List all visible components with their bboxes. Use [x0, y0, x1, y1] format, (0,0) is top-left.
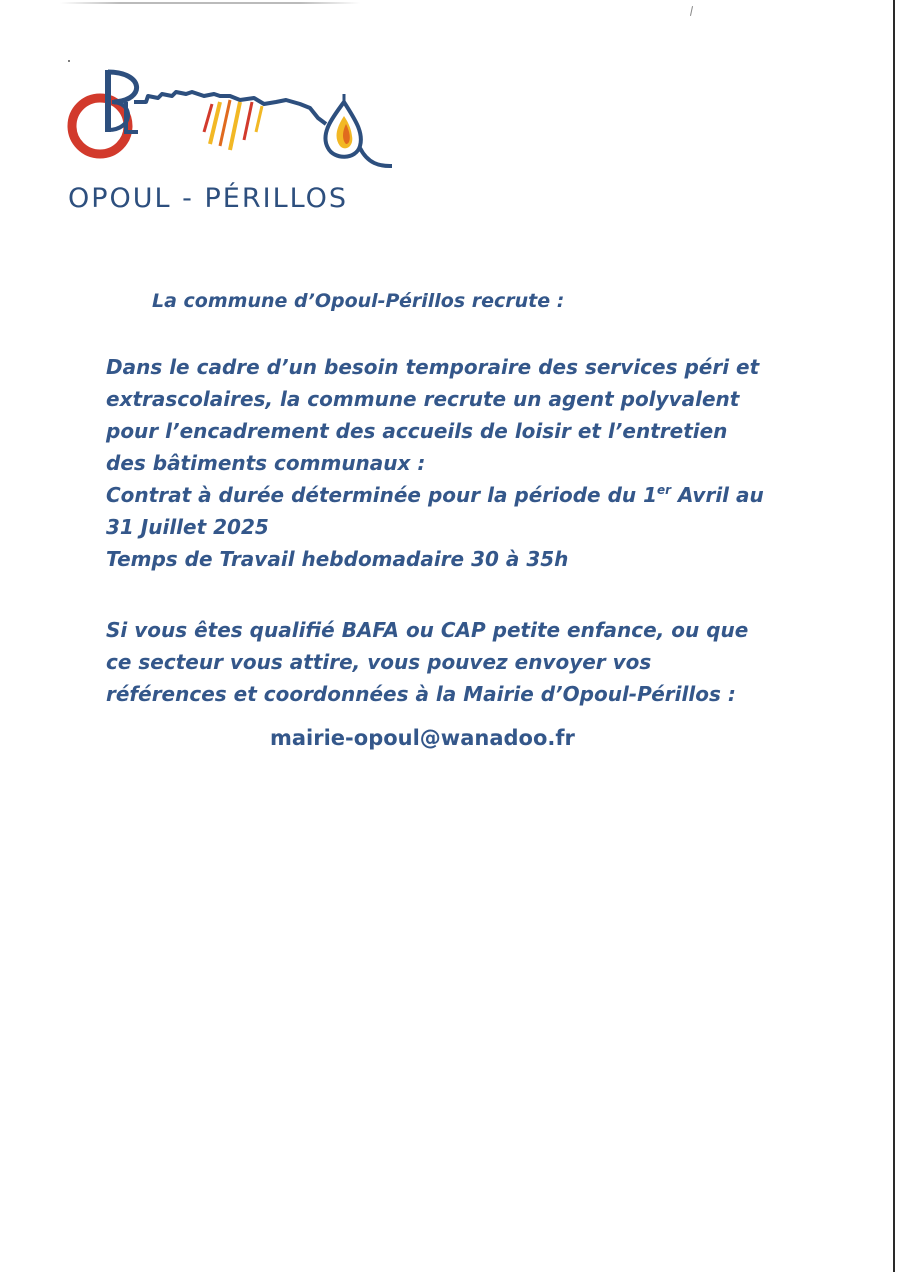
paragraph-line: des bâtiments communaux : [106, 451, 426, 475]
logo-wordmark: OPOUL - PÉRILLOS [68, 183, 349, 214]
scan-artifact-mark [690, 6, 693, 16]
commune-logo [64, 66, 396, 220]
scan-right-border [893, 0, 895, 1272]
paragraph-line: Dans le cadre d’un besoin temporaire des services péri et [106, 355, 760, 379]
contract-period-line [106, 479, 764, 511]
paragraph-line: pour l’encadrement des accueils de loisir et l’entretien [106, 419, 728, 443]
application-paragraph [106, 614, 748, 710]
paragraph-line: extrascolaires, la commune recrute un agent polyvalent [106, 387, 740, 411]
scan-artifact-dot [68, 60, 70, 62]
announcement-intro: La commune d’Opoul-Périllos recrute : [152, 290, 565, 312]
contract-period-end: Avril au [671, 483, 764, 507]
job-description-paragraph [106, 351, 764, 575]
contract-end-date: 31 Juillet 2025 [106, 515, 269, 539]
scan-edge-line [60, 2, 360, 4]
contract-period-text: Contrat à durée déterminée pour la période du 1 [106, 483, 658, 507]
ordinal-suffix: er [657, 483, 672, 497]
paragraph-line: Si vous êtes qualifié BAFA ou CAP petite enfance, ou que [106, 618, 749, 642]
working-hours-line: Temps de Travail hebdomadaire 30 à 35h [106, 547, 569, 571]
logo-emblem-icon [64, 66, 396, 186]
paragraph-line: ce secteur vous attire, vous pouvez envoyer vos [106, 650, 652, 674]
contact-email[interactable]: mairie-opoul@wanadoo.fr [270, 726, 575, 750]
paragraph-line: références et coordonnées à la Mairie d’Opoul-Périllos : [106, 682, 736, 706]
